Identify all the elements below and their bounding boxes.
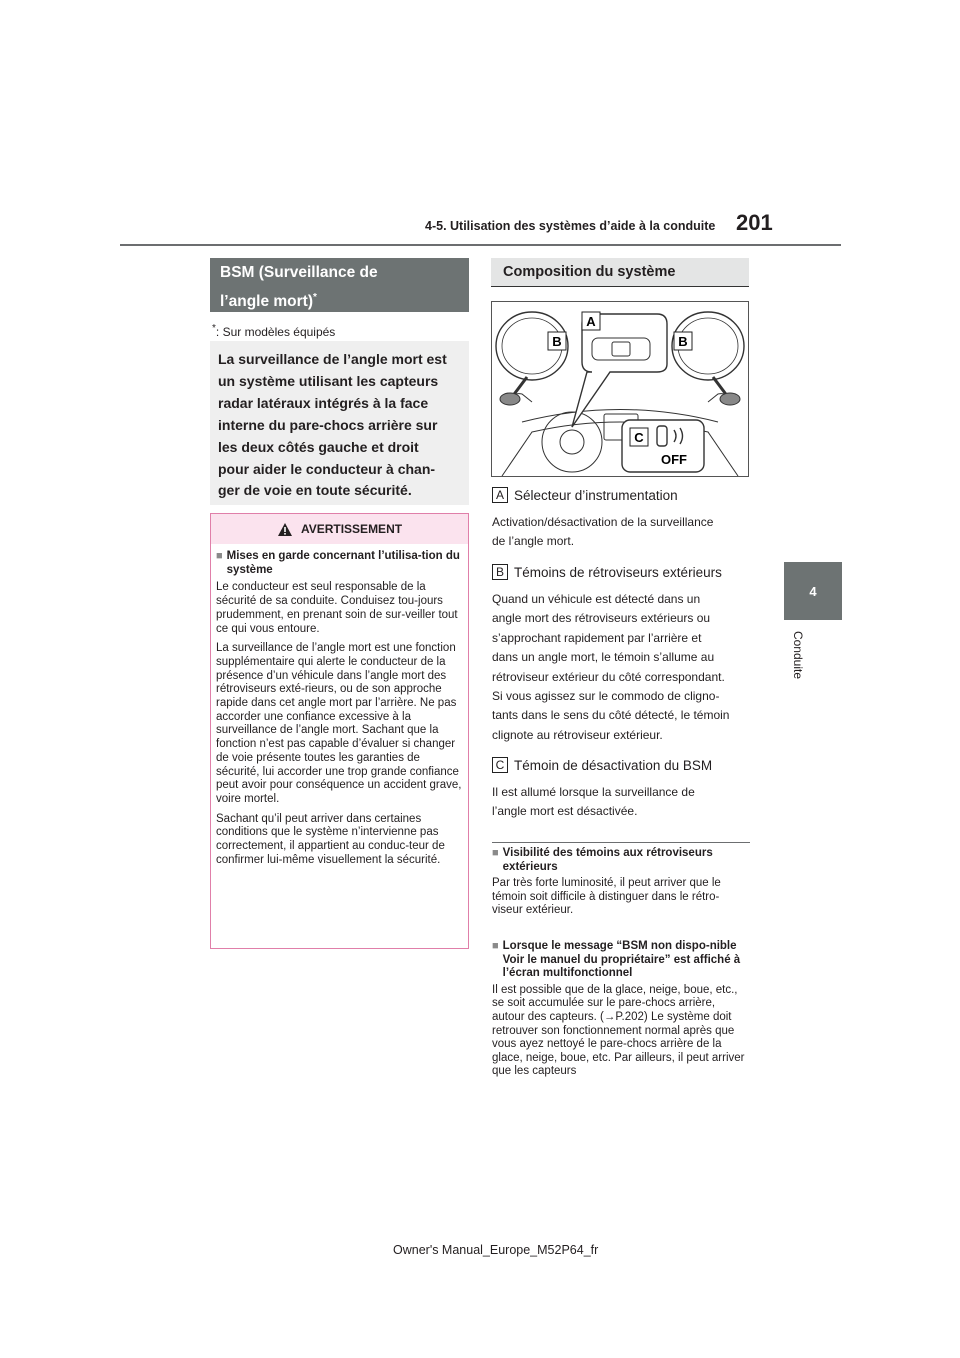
intro-line: les deux côtés gauche et droit [218, 438, 419, 455]
footer-text: Owner's Manual_Europe_M52P64_fr [393, 1243, 599, 1257]
note-bsm-unavailable-text: Il est possible que de la glace, neige, boue, etc., se soit accumulée sur le pare-chocs arrière, autour des capteurs. (→P.202) Le système doit retrouver son fonctionnement normal après que vous ayez nettoyé le pare-chocs arrière de la glace, neige, boue, etc. Par ailleurs, il peut arriver que les capteurs [492, 983, 745, 1078]
warning-body [211, 544, 468, 867]
footnote [212, 323, 335, 339]
legend-b [492, 564, 722, 580]
warning-paragraph: La surveillance de l’angle mort est une fonction supplémentaire qui alerte le conducteur de la présence d’un véhicule dans l’angle mort des rétroviseurs exté-rieurs, ou de son approche rapide dans cet angle mort par l’arrière. Ne pas accorder une confiance excessive à la surveillance de l’angle mort. Sachant que la fonction n’est pas capable d’évaluer si changer de voie présente toutes les garanties de sécurité, lui accorder une trop grande confiance peut avoir pour conséquence un accident grave, voire mortel. [216, 642, 462, 805]
warning-paragraph: Sachant qu’il peut arriver dans certaines conditions que le système n’intervienne pas correctement, il appartient au conduc-teur de confirmer lui-même visuellement la sécurité. [216, 812, 445, 866]
bsm-title-line1: BSM (Surveillance de [220, 264, 378, 281]
letter-box-c: C [492, 757, 508, 773]
legend-b-label: Témoins de rétroviseurs extérieurs [514, 564, 722, 580]
legend-b-line: angle mort des rétroviseurs extérieurs ou [492, 611, 711, 626]
legend-b-line: Si vous agissez sur le commodo de cligno- [492, 689, 720, 704]
note-visibility-title-text: Visibilité des témoins aux rétroviseurs extérieurs [502, 847, 713, 873]
diagram-label-c: C [634, 430, 644, 445]
intro-line: interne du pare-chocs arrière sur [218, 416, 438, 433]
legend-c [492, 757, 712, 773]
legend-b-line: s’approchant rapidement par l’arrière et [492, 630, 702, 645]
page-number: 201 [736, 210, 773, 235]
square-bullet-icon: ■ [216, 550, 223, 562]
warning-heading: AVERTISSEMENT [300, 522, 403, 536]
legend-b-line: clignote au rétroviseur extérieur. [492, 727, 663, 742]
note-visibility-title [492, 847, 750, 874]
diagram-label-b-left: B [552, 334, 562, 349]
bsm-title [210, 258, 469, 312]
diagram-label-b-right: B [678, 334, 688, 349]
legend-b-line: tants dans le sens du côté détecté, le témoin [492, 708, 730, 723]
legend-a-line: Activation/désactivation de la surveillance [492, 515, 714, 529]
chapter-label-text: Conduite [791, 630, 805, 680]
note-bsm-unavailable [492, 940, 750, 1079]
diagram-off-text: OFF [661, 452, 687, 467]
section-title: 4-5. Utilisation des systèmes d’aide à la conduite [425, 219, 716, 233]
note-visibility-text: Par très forte luminosité, il peut arriver que le témoin soit difficile à distinguer dans le rétro-viseur extérieur. [492, 877, 721, 917]
legend-c-line: Il est allumé lorsque la surveillance de [492, 785, 695, 799]
intro-line: La surveillance de l’angle mort est [218, 351, 447, 367]
intro-line: ger de voie en toute sécurité. [218, 482, 412, 499]
letter-box-a: A [492, 487, 508, 503]
warning-triangle-icon [277, 522, 293, 537]
system-diagram [491, 301, 749, 477]
legend-a-text [492, 513, 750, 552]
composition-title: Composition du système [491, 258, 749, 287]
header-rule [120, 244, 841, 246]
note-visibility [492, 847, 750, 918]
warning-bullet [216, 550, 463, 577]
legend-b-line: dans un angle mort, le témoin s’allume au [492, 650, 715, 665]
bsm-title-line2-wrap [220, 285, 459, 314]
legend-b-line: rétroviseur extérieur du côté correspondant. [492, 669, 725, 684]
footnote-text: : Sur modèles équipés [215, 325, 336, 339]
legend-c-label: Témoin de désactivation du BSM [514, 757, 713, 773]
warning-paragraph: Le conducteur est seul responsable de la sécurité de sa conduite. Conduisez tou-jours prudemment, en prenant soin de sur-veiller tout ce qui vous entoure. [216, 581, 458, 635]
intro-box [210, 341, 469, 505]
intro-line: radar latéraux intégrés à la face [218, 394, 429, 411]
legend-a-line: de l’angle mort. [492, 534, 575, 549]
note-bsm-unavailable-title [492, 940, 750, 981]
legend-a [492, 487, 678, 503]
chapter-label [785, 620, 805, 690]
legend-a-label: Sélecteur d’instrumentation [514, 487, 678, 503]
legend-c-line: l’angle mort est désactivée. [492, 804, 638, 819]
note-bsm-unavailable-title-text: Lorsque le message “BSM non dispo-nible Voir le manuel du propriétaire” est affiché à l’écran multifonctionnel [502, 940, 741, 980]
footnote-marker: * [212, 323, 216, 334]
intro-line: pour aider le conducteur à chan- [218, 460, 436, 477]
legend-b-line: Quand un véhicule est détecté dans un [492, 592, 701, 606]
square-bullet-icon: ■ [492, 847, 499, 859]
bsm-title-marker: * [313, 292, 317, 303]
warning-box [210, 513, 469, 949]
warning-header [211, 514, 468, 544]
bsm-title-line2: l’angle mort) [220, 293, 314, 311]
intro-line: un système utilisant les capteurs [218, 372, 439, 389]
letter-box-b: B [492, 564, 508, 580]
square-bullet-icon: ■ [492, 940, 499, 952]
notes-divider [492, 842, 750, 843]
warning-bullet-text: Mises en garde concernant l’utilisa-tion du système [226, 550, 460, 576]
legend-c-text [492, 783, 750, 822]
diagram-label-a: A [586, 314, 596, 329]
legend-b-text [492, 590, 750, 745]
dashboard-illustration [492, 302, 748, 476]
chapter-tab: 4 [784, 562, 842, 620]
